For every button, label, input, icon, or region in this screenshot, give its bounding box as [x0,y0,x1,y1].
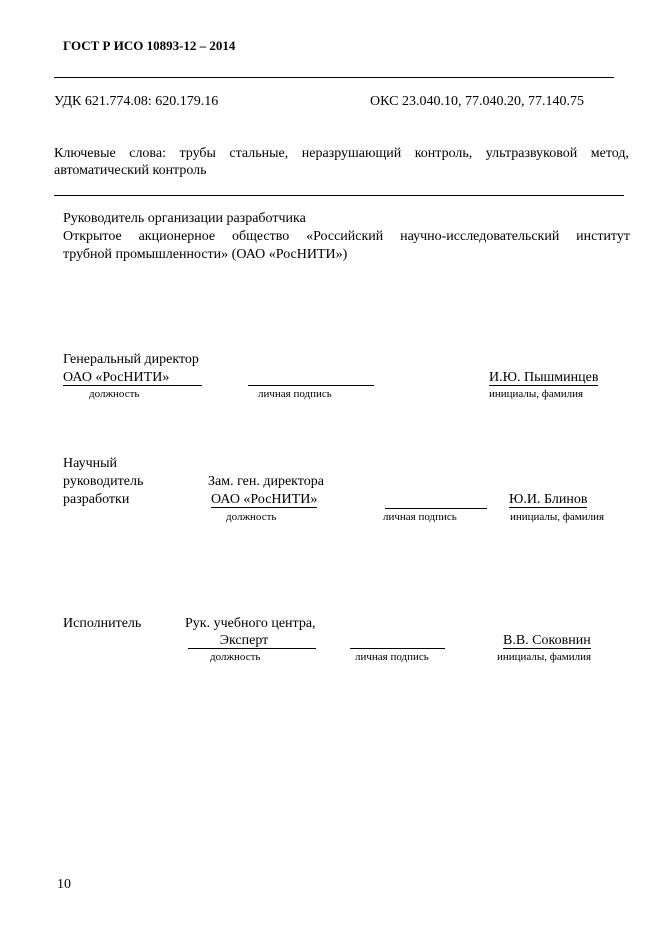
block3-role: Исполнитель [63,616,142,631]
org-heading: Руководитель организации разработчика [63,211,306,226]
block1-caption-position: должность [89,388,140,400]
block3-caption-name: инициалы, фамилия [497,651,592,663]
block3-name-text: В.В. Соковнин [503,633,591,648]
block1-position [63,370,202,386]
block1-signature-line [248,385,374,386]
block2-signature-line [385,508,487,509]
block1-position-text: ОАО «РосНИТИ» [63,370,202,386]
block2-caption-signature: личная подпись [383,511,457,523]
block1-title: Генеральный директор [63,352,199,367]
org-line-1: Открытое акционерное общество «Российский научно-исследовательский институт [63,229,630,244]
block1-name [489,370,598,386]
block2-position [211,492,317,508]
block1-caption-name: инициалы, фамилия [489,388,584,400]
document-header: ГОСТ Р ИСО 10893-12 – 2014 [63,38,236,53]
udk-code: УДК 621.774.08: 620.179.16 [54,94,219,109]
block2-name [509,492,587,508]
keywords-line-2: автоматический контроль [54,163,207,178]
block2-role-line-2: руководитель [63,474,144,489]
block2-position-text: ОАО «РосНИТИ» [211,492,318,507]
block1-caption-signature: личная подпись [258,388,332,400]
block3-caption-signature: личная подпись [355,651,429,663]
page-number: 10 [57,877,71,892]
block2-caption-name: инициалы, фамилия [510,511,605,523]
block3-signature-line [350,648,445,649]
block1-name-text: И.Ю. Пышминцев [489,370,599,385]
block2-role-line-1: Научный [63,456,118,471]
keywords-line-1: Ключевые слова: трубы стальные, неразрушающий контроль, ультразвуковой метод, [54,146,629,161]
header-rule [54,77,614,78]
block2-role-line-3: разработки [63,492,130,507]
org-line-2: трубной промышленности» (ОАО «РосНИТИ») [63,247,348,262]
keywords-rule [54,195,624,196]
block3-name [503,633,591,649]
block3-position [188,633,316,649]
block3-title: Рук. учебного центра, [185,616,316,631]
block3-position-text: Эксперт [188,633,316,649]
block2-name-text: Ю.И. Блинов [509,492,588,507]
block2-title: Зам. ген. директора [208,474,324,489]
block3-caption-position: должность [210,651,261,663]
oks-code: ОКС 23.040.10, 77.040.20, 77.140.75 [370,94,584,109]
block2-caption-position: должность [226,511,277,523]
